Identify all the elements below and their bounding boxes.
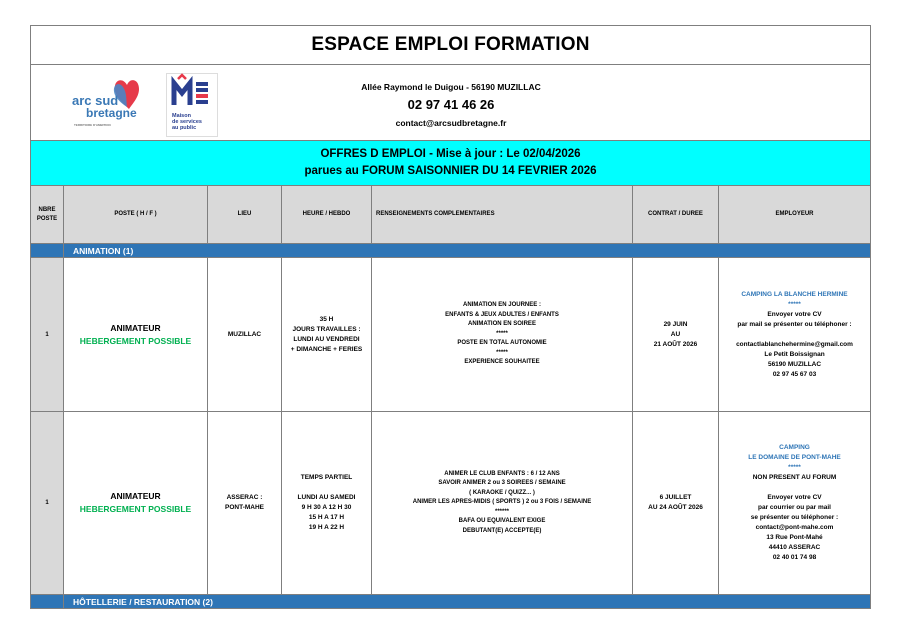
offer-poste-sub: HEBERGEMENT POSSIBLE <box>79 335 192 346</box>
offer-lieu: ASSERAC : PONT-MAHE <box>208 412 282 595</box>
employer-name: CAMPING LA BLANCHE HERMINE ***** <box>741 290 848 308</box>
employer-email[interactable]: contactlablanchehermine@gmail.com <box>736 340 853 348</box>
offer-contrat: 29 JUIN AU 21 AOÛT 2026 <box>633 258 719 412</box>
offer-count: 1 <box>31 412 64 595</box>
page-title: ESPACE EMPLOI FORMATION <box>31 26 871 65</box>
offer-count: 1 <box>31 258 64 412</box>
header-contrat: CONTRAT / DUREE <box>633 186 719 244</box>
header-poste: POSTE ( H / F ) <box>64 186 208 244</box>
banner-line1: OFFRES D EMPLOI - Mise à jour : Le 02/04/2026 <box>320 148 581 160</box>
offer-lieu: MUZILLAC <box>208 258 282 412</box>
header-heure: HEURE / HEBDO <box>282 186 372 244</box>
offer-rens: ANIMATION EN JOURNEE : ENFANTS & JEUX ADULTES / ENFANTS ANIMATION EN SOIREE ***** POSTE EN TOTAL AUTONOMIE ***** EXPERIENCE SOUHAITEE <box>372 258 633 412</box>
job-offers-sheet <box>30 25 871 609</box>
offer-poste <box>64 412 208 595</box>
contact-block <box>331 81 571 129</box>
arc-logo-line2: bretagne <box>86 106 137 120</box>
offer-row <box>31 258 871 412</box>
offer-employeur: CAMPING LE DOMAINE DE PONT-MAHE ***** NON PRESENT AU FORUM Envoyer votre CV par courrier ou par mail se présenter ou téléphoner : contact@pont-mahe.com 13 Rue Pont-Mahé 44410 ASSERAC 02 40 01 74 98 <box>719 412 871 595</box>
contact-email[interactable]: contact@arcsudbretagne.fr <box>395 118 507 128</box>
employer-email[interactable]: contact@pont-mahe.com <box>755 524 834 531</box>
employer-name: CAMPING LE DOMAINE DE PONT-MAHE ***** <box>748 444 841 471</box>
info-block <box>31 65 871 141</box>
arc-sud-bretagne-logo <box>71 69 146 129</box>
offer-rens: ANIMER LE CLUB ENFANTS : 6 / 12 ANS SAVOIR ANIMER 2 ou 3 SOIREES / SEMAINE ( KARAOKE / QUIZZ... ) ANIMER LES APRES-MIDIS ( SPORTS ) 2 ou 3 FOIS / SEMAINE ****** BAFA OU EQUIVALENT EXIGE DEBUTANT(E) ACCEPTE(E) <box>372 412 633 595</box>
section-hotellerie: HÔTELLERIE / RESTAURATION (2) <box>64 595 871 609</box>
contact-phone: 02 97 41 46 26 <box>407 97 495 112</box>
arc-logo-tagline: TERRITOIRE D'AMBITION <box>74 123 111 127</box>
header-nbre: NBRE POSTE <box>31 186 64 244</box>
offer-contrat: 6 JUILLET AU 24 AOÛT 2026 <box>633 412 719 595</box>
offer-poste-title: ANIMATEUR <box>110 491 161 501</box>
header-rens: RENSEIGNEMENTS COMPLEMENTAIRES <box>372 186 633 244</box>
offer-poste-title: ANIMATEUR <box>110 322 161 333</box>
msap-line3: au public <box>172 125 197 131</box>
offer-poste-sub: HEBERGEMENT POSSIBLE <box>79 504 192 514</box>
msap-line2: de services <box>172 119 202 125</box>
offer-heure: 35 H JOURS TRAVAILLES : LUNDI AU VENDREDI + DIMANCHE + FERIES <box>282 258 372 412</box>
offer-employeur: CAMPING LA BLANCHE HERMINE ***** Envoyer votre CV par mail se présenter ou téléphoner : contactlablanchehermine@gmail.com Le Petit Boissignan 56190 MUZILLAC 02 97 45 67 03 <box>719 258 871 412</box>
section-animation: ANIMATION (1) <box>64 244 871 258</box>
offers-banner <box>31 141 871 186</box>
section-hotellerie-row <box>31 595 871 609</box>
contact-address: Allée Raymond le Duigou - 56190 MUZILLAC <box>361 82 541 92</box>
header-employeur: EMPLOYEUR <box>719 186 871 244</box>
arc-logo-line1: arc sud <box>72 93 119 108</box>
banner-line2: parues au FORUM SAISONNIER DU 14 FEVRIER 2026 <box>304 165 597 177</box>
msap-line1: Maison <box>172 113 191 119</box>
column-header-row <box>31 186 871 244</box>
header-lieu: LIEU <box>208 186 282 244</box>
offer-poste <box>64 258 208 412</box>
offer-heure: TEMPS PARTIEL LUNDI AU SAMEDI 9 H 30 A 12 H 30 15 H A 17 H 19 H A 22 H <box>282 412 372 595</box>
maison-services-logo <box>166 73 218 137</box>
offer-row <box>31 412 871 595</box>
section-animation-row <box>31 244 871 258</box>
